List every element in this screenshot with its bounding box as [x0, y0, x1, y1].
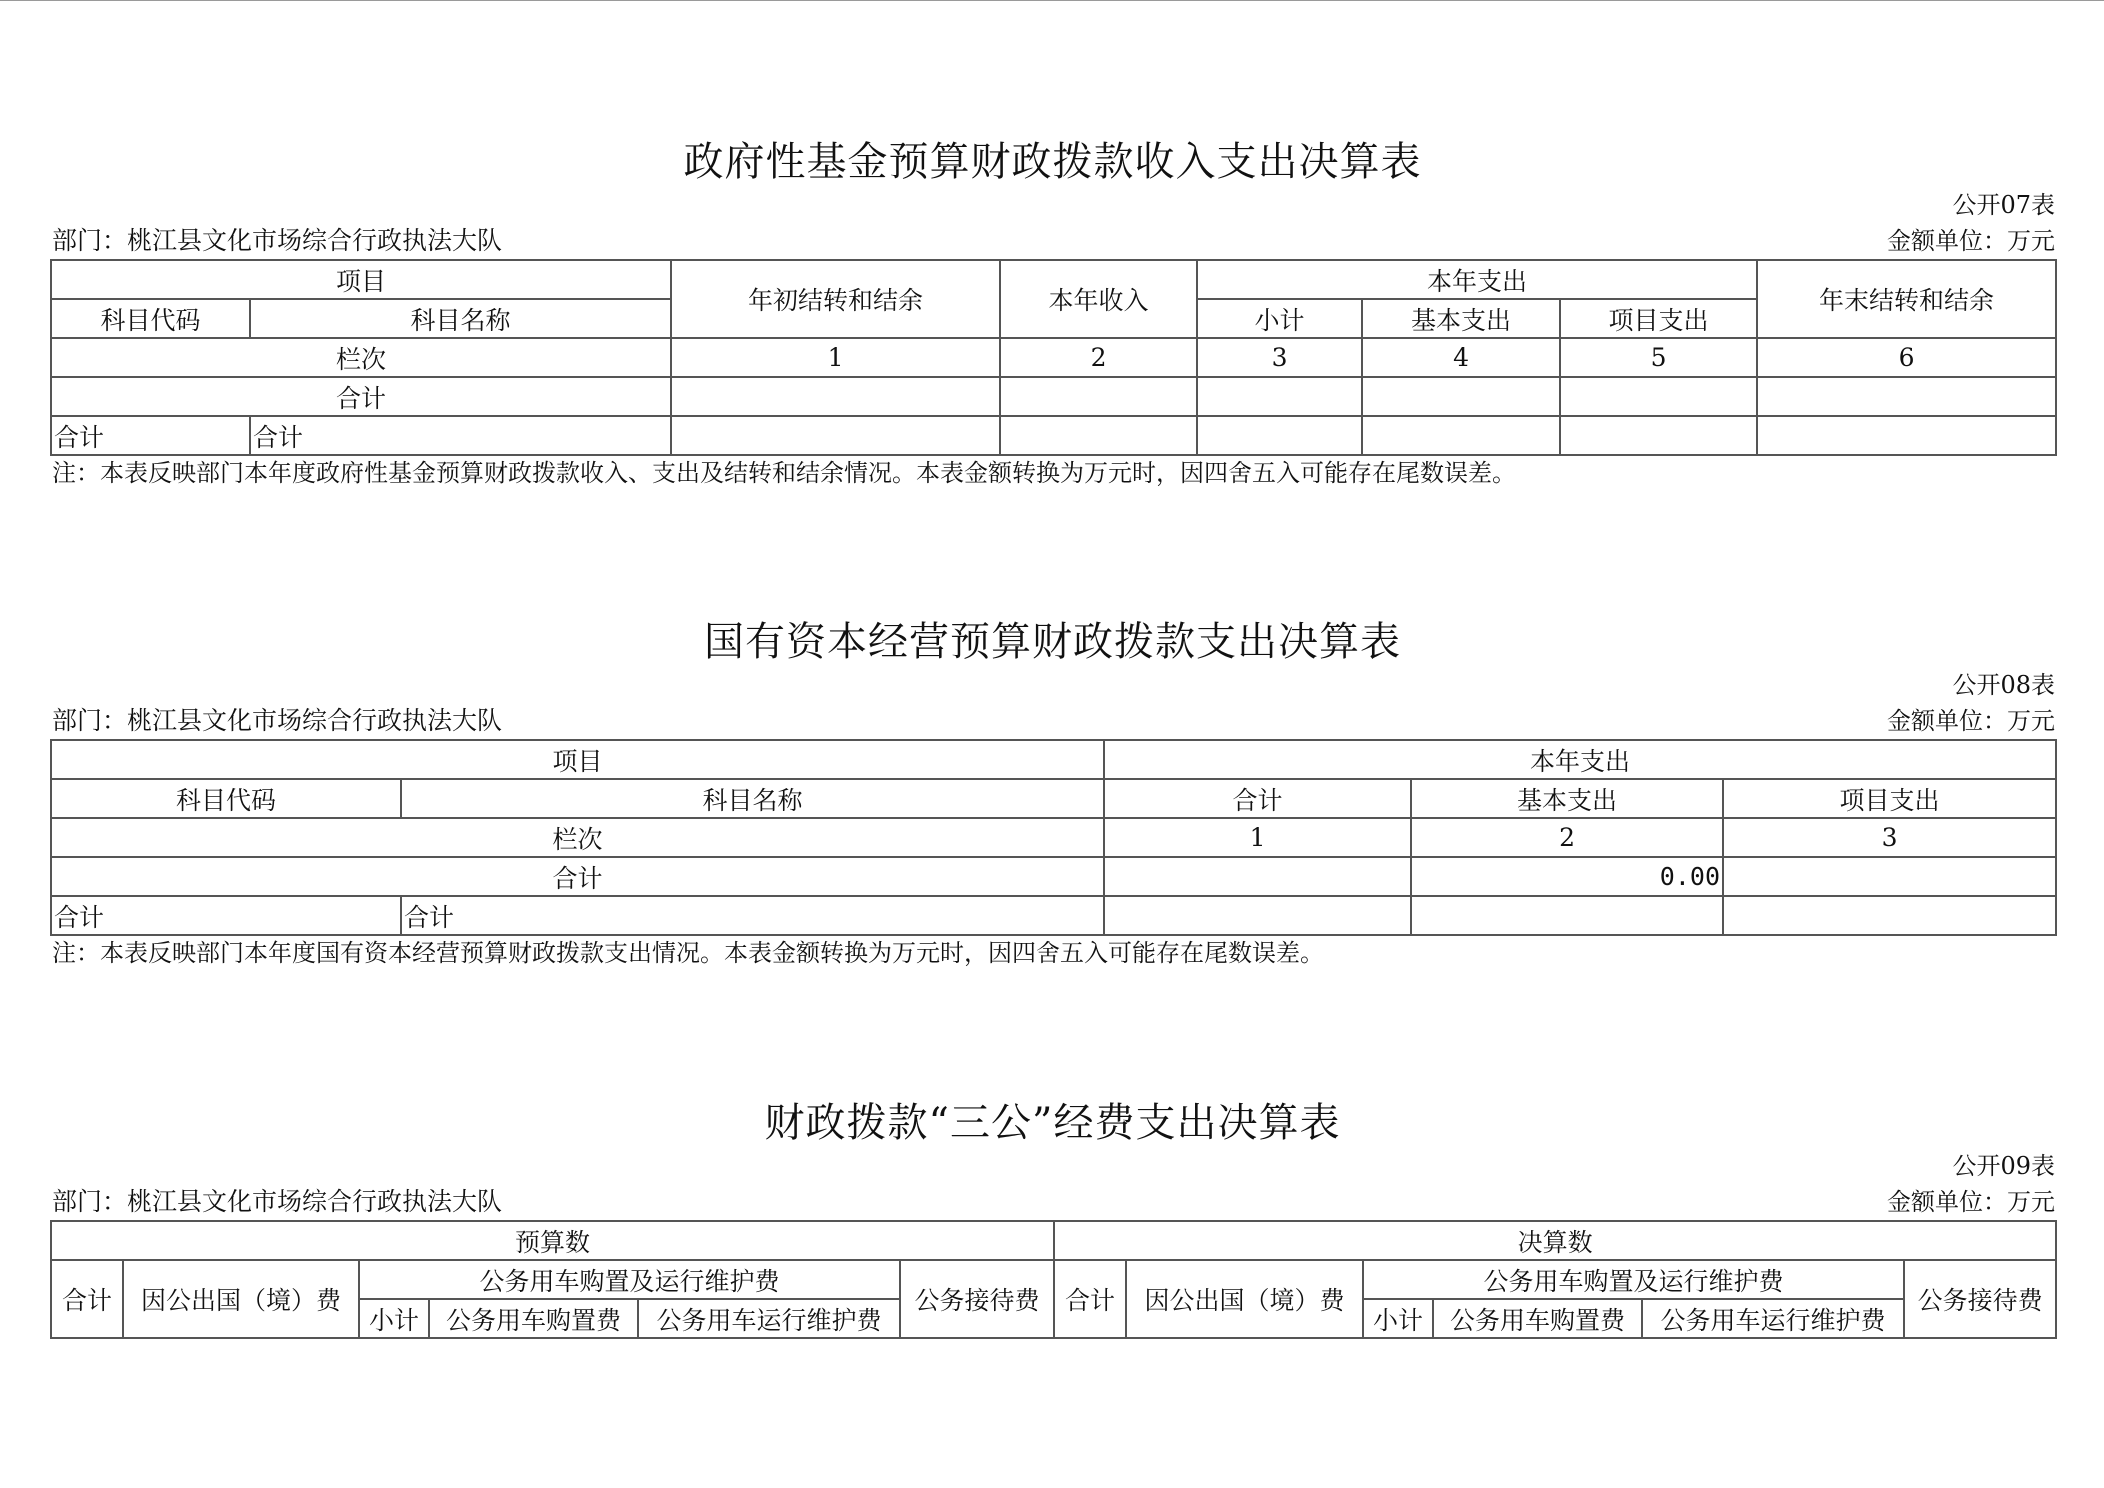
total-cell [1362, 377, 1560, 416]
table08-code: 公开08表 [1952, 671, 2055, 699]
header-expense: 本年支出 [1104, 740, 2056, 779]
data-cell [1000, 416, 1197, 455]
data-cell [1411, 896, 1723, 935]
header-subject-name: 科目名称 [250, 299, 671, 338]
column-number-label: 栏次 [51, 338, 671, 377]
budget-vehicle-purchase: 公务用车购置费 [429, 1299, 638, 1338]
column-number: 5 [1560, 338, 1757, 377]
final-reception: 公务接待费 [1904, 1260, 2056, 1338]
final-vehicle-maintenance: 公务用车运行维护费 [1642, 1299, 1904, 1338]
header-project-expense: 项目支出 [1560, 299, 1757, 338]
row-subject-name: 合计 [401, 896, 1104, 935]
total-cell [1757, 377, 2056, 416]
header-subtotal: 小计 [1197, 299, 1362, 338]
header-income: 本年收入 [1000, 260, 1197, 338]
page-top-border [0, 0, 2104, 1]
final-abroad: 因公出国（境）费 [1126, 1260, 1363, 1338]
column-number-row [51, 338, 2056, 377]
total-row-label: 合计 [51, 857, 1104, 896]
total-cell [1560, 377, 1757, 416]
data-cell [1362, 416, 1560, 455]
budget-vehicle: 公务用车购置及运行维护费 [359, 1260, 900, 1299]
table08-unit: 金额单位：万元 [1887, 707, 2055, 735]
column-number: 2 [1411, 818, 1723, 857]
final-vehicle: 公务用车购置及运行维护费 [1363, 1260, 1904, 1299]
table07-title: 政府性基金预算财政拨款收入支出决算表 [683, 139, 1422, 185]
total-cell [1000, 377, 1197, 416]
data-cell [1723, 896, 2056, 935]
table07-unit: 金额单位：万元 [1887, 227, 2055, 255]
final-vehicle-purchase: 公务用车购置费 [1433, 1299, 1642, 1338]
table07-department: 部门：桃江县文化市场综合行政执法大队 [52, 226, 503, 255]
data-cell [1197, 416, 1362, 455]
table08-note: 注：本表反映部门本年度国有资本经营预算财政拨款支出情况。本表金额转换为万元时，因四舍五入可能存在尾数误差。 [52, 939, 1324, 967]
table08-title: 国有资本经营预算财政拨款支出决算表 [704, 619, 1401, 665]
header-subject-code: 科目代码 [51, 779, 401, 818]
column-number: 6 [1757, 338, 2056, 377]
header-budget: 预算数 [51, 1221, 1054, 1260]
budget-vehicle-maintenance: 公务用车运行维护费 [638, 1299, 900, 1338]
table08-department: 部门：桃江县文化市场综合行政执法大队 [52, 706, 503, 735]
table-row [51, 416, 2056, 455]
data-cell [671, 416, 1000, 455]
final-total: 合计 [1054, 1260, 1126, 1338]
column-number-label: 栏次 [51, 818, 1104, 857]
total-cell [1104, 857, 1411, 896]
budget-total: 合计 [51, 1260, 123, 1338]
total-row-label: 合计 [51, 377, 671, 416]
table07-code: 公开07表 [1952, 191, 2055, 219]
table-row [51, 896, 2056, 935]
total-cell [671, 377, 1000, 416]
data-cell [1560, 416, 1757, 455]
data-cell [1104, 896, 1411, 935]
total-cell [1197, 377, 1362, 416]
table08-grid [50, 739, 2057, 936]
header-basic: 基本支出 [1411, 779, 1723, 818]
header-total: 合计 [1104, 779, 1411, 818]
budget-abroad: 因公出国（境）费 [123, 1260, 359, 1338]
total-cell: 0.00 [1411, 857, 1723, 896]
column-number-row [51, 818, 2056, 857]
header-expense: 本年支出 [1197, 260, 1757, 299]
header-project: 项目 [51, 260, 671, 299]
header-subject-name: 科目名称 [401, 779, 1104, 818]
column-number: 3 [1197, 338, 1362, 377]
column-number: 4 [1362, 338, 1560, 377]
table09-unit: 金额单位：万元 [1887, 1188, 2055, 1216]
header-project: 项目 [51, 740, 1104, 779]
budget-reception: 公务接待费 [900, 1260, 1054, 1338]
row-subject-code: 合计 [51, 416, 250, 455]
header-final: 决算数 [1054, 1221, 2056, 1260]
row-subject-name: 合计 [250, 416, 671, 455]
total-row [51, 857, 2056, 896]
final-vehicle-subtotal: 小计 [1363, 1299, 1433, 1338]
header-project-expense: 项目支出 [1723, 779, 2056, 818]
budget-vehicle-subtotal: 小计 [359, 1299, 429, 1338]
header-subject-code: 科目代码 [51, 299, 250, 338]
table09-department: 部门：桃江县文化市场综合行政执法大队 [52, 1187, 503, 1216]
data-cell [1757, 416, 2056, 455]
table07-grid [50, 259, 2057, 456]
column-number: 1 [671, 338, 1000, 377]
table09-title: 财政拨款“三公”经费支出决算表 [764, 1100, 1341, 1146]
header-basic: 基本支出 [1362, 299, 1560, 338]
header-begin-balance: 年初结转和结余 [671, 260, 1000, 338]
row-subject-code: 合计 [51, 896, 401, 935]
table09-grid [50, 1220, 2057, 1339]
header-end-balance: 年末结转和结余 [1757, 260, 2056, 338]
table07-note: 注：本表反映部门本年度政府性基金预算财政拨款收入、支出及结转和结余情况。本表金额转换为万元时，因四舍五入可能存在尾数误差。 [52, 459, 1516, 487]
total-cell [1723, 857, 2056, 896]
column-number: 1 [1104, 818, 1411, 857]
column-number: 3 [1723, 818, 2056, 857]
table09-code: 公开09表 [1952, 1152, 2055, 1180]
total-row [51, 377, 2056, 416]
column-number: 2 [1000, 338, 1197, 377]
